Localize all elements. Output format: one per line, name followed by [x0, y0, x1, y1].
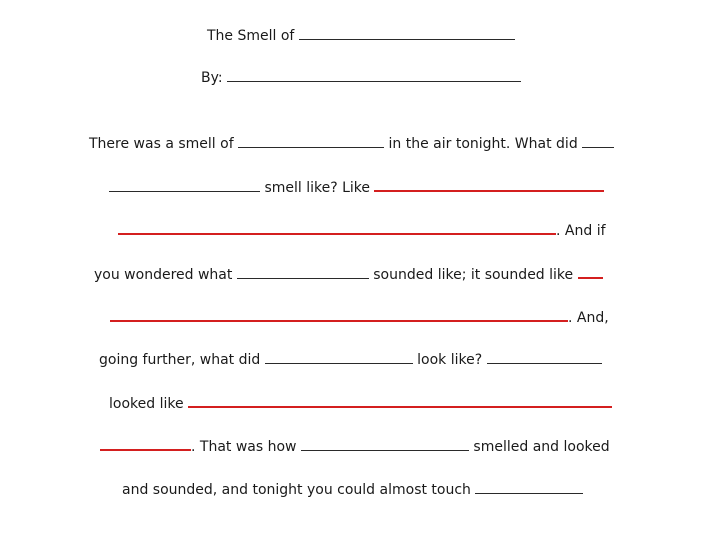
story-text: . That was how — [191, 439, 301, 455]
subject-blank[interactable] — [109, 179, 260, 192]
subject-blank[interactable] — [582, 135, 614, 148]
look-blank[interactable] — [265, 351, 413, 364]
looked-like-blank-continued[interactable] — [100, 437, 191, 451]
story-line-9 — [0, 481, 720, 499]
story-text: smell like? Like — [260, 180, 375, 196]
byline-prefix: By: — [201, 70, 228, 86]
smell-like-blank[interactable] — [374, 178, 604, 192]
author-blank[interactable] — [227, 69, 521, 82]
story-line-4 — [0, 265, 720, 283]
story-text: looked like — [109, 396, 189, 412]
story-line-2 — [0, 178, 720, 196]
sound-blank[interactable] — [237, 266, 369, 279]
story-text: There was a smell of — [89, 136, 239, 152]
story-text: . And if — [556, 223, 606, 239]
subject-blank[interactable] — [301, 438, 469, 451]
title-line — [0, 27, 720, 45]
looked-like-blank[interactable] — [188, 394, 612, 408]
story-line-1 — [0, 135, 720, 153]
story-text: look like? — [412, 352, 487, 368]
sounded-like-blank-continued[interactable] — [110, 308, 568, 322]
story-line-7 — [0, 394, 720, 412]
byline-line — [0, 69, 720, 87]
story-text: going further, what did — [99, 352, 265, 368]
story-text: you wondered what — [94, 267, 237, 283]
story-line-5 — [0, 308, 720, 326]
story-line-6 — [0, 351, 720, 369]
title-prefix: The Smell of — [207, 28, 299, 44]
story-text: . And, — [568, 310, 609, 326]
story-line-3 — [0, 221, 720, 239]
story-text: in the air tonight. What did — [384, 136, 583, 152]
story-line-8 — [0, 437, 720, 455]
story-text: smelled and looked — [468, 439, 610, 455]
touch-blank[interactable] — [475, 481, 583, 494]
look-answer-blank[interactable] — [487, 351, 602, 364]
sounded-like-blank[interactable] — [578, 265, 603, 279]
story-text: sounded like; it sounded like — [368, 267, 578, 283]
title-blank[interactable] — [299, 27, 515, 40]
story-text: and sounded, and tonight you could almost touch — [122, 482, 476, 498]
smell-like-blank-continued[interactable] — [118, 221, 556, 235]
smell-blank[interactable] — [238, 135, 384, 148]
